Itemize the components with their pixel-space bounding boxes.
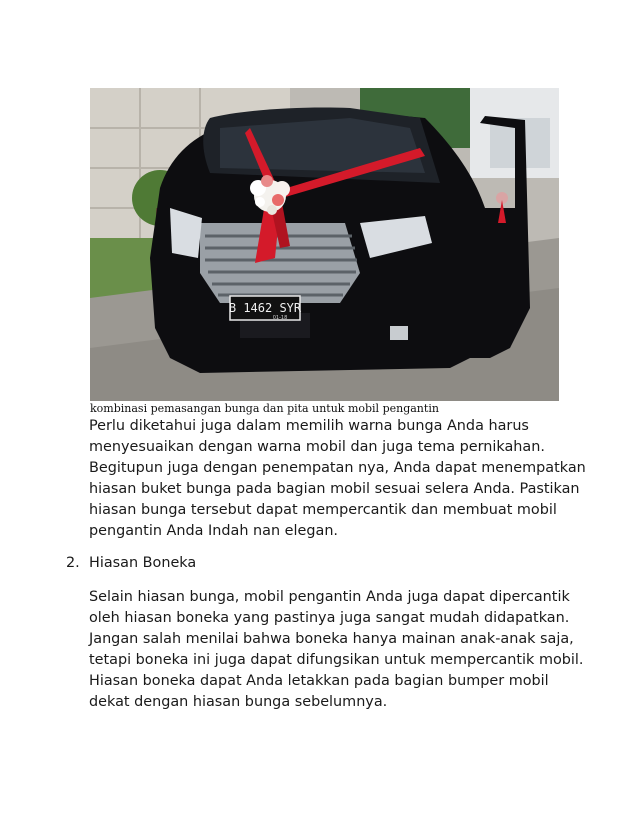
plate-text: B 1462 SYR [228,301,302,315]
text-line: oleh hiasan boneka yang pastinya juga sangat mudah didapatkan. [89,610,570,626]
text-line: Selain hiasan bunga, mobil pengantin Anda juga dapat dipercantik [89,589,570,605]
text-line: Jangan salah menilai bahwa boneka hanya mainan anak-anak saja, [89,631,574,647]
paragraph-flower-color [89,416,586,542]
list-item-title: Hiasan Boneka [89,555,197,571]
paragraph-hiasan-boneka [89,587,584,713]
list-item-hiasan-boneka [66,553,196,574]
text-line: menyesuaikan dengan warna mobil dan juga tema pernikahan. [89,439,545,455]
plate-sub: 01-18 [272,315,288,321]
car-illustration [90,88,559,401]
text-line: tetapi boneka ini juga dapat difungsikan untuk mempercantik mobil. [89,652,584,668]
car-photo [90,88,559,401]
figure-caption: kombinasi pemasangan bunga dan pita untuk mobil pengantin [90,402,439,415]
text-line: dekat dengan hiasan bunga sebelumnya. [89,694,388,710]
text-line: hiasan bunga tersebut dapat mempercantik dan membuat mobil [89,502,557,518]
text-line: Begitupun juga dengan penempatan nya, Anda dapat menempatkan [89,460,586,476]
text-line: Perlu diketahui juga dalam memilih warna bunga Anda harus [89,418,529,434]
text-line: pengantin Anda Indah nan elegan. [89,523,339,539]
text-line: Hiasan boneka dapat Anda letakkan pada bagian bumper mobil [89,673,549,689]
list-number: 2. [66,555,80,571]
text-line: hiasan buket bunga pada bagian mobil sesuai selera Anda. Pastikan [89,481,580,497]
